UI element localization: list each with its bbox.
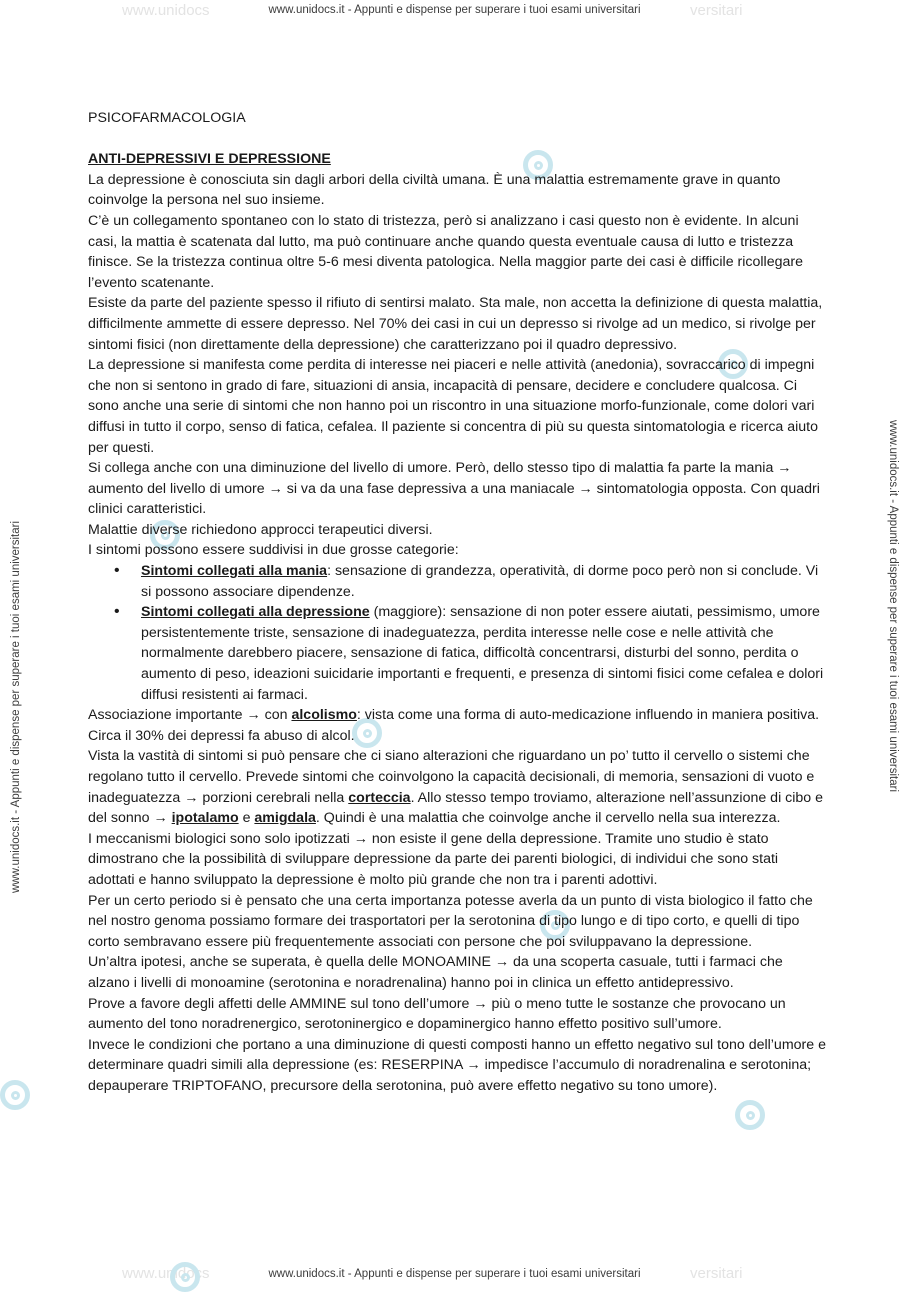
text-run: . Allo stesso tempo troviamo, alterazione nell’assunzione di cibo e del sonno → xyxy=(88,789,824,827)
paragraph: La depressione è conosciuta sin dagli arbori della civiltà umana. È una malattia estremamente grave in quanto coinvolge la persona nel suo insieme. xyxy=(88,171,781,209)
watermark-ghost-left-bottom: www.unidocs xyxy=(122,1265,210,1282)
paragraph: Esiste da parte del paziente spesso il rifiuto di sentirsi malato. Sta male, non accetta la definizione di questa malattia, difficilmente ammette di essere depresso. Nel 70% dei casi in cui un depresso si rivolge ad un medico, si rivolge per sintomi fisici (non direttamente della depressione) che caratterizzano poi il quadro depressivo. xyxy=(88,295,823,353)
document-body xyxy=(88,108,828,1097)
list-item-label: Sintomi collegati alla mania xyxy=(141,563,328,580)
paragraph xyxy=(88,746,828,828)
paragraph: C’è un collegamento spontaneo con lo stato di tristezza, però si analizzano i casi questo non è evidente. In alcuni casi, la mattia è scatenata dal lutto, ma può continuare anche quando questa eventuale causa di lutto e tristezza finisce. Se la tristezza continua oltre 5-6 mesi diventa patologica. Nella maggior parte dei casi è difficile ricollegare l’evento scatenante. xyxy=(88,212,803,291)
list-item xyxy=(141,602,828,705)
paragraph: I sintomi possono essere suddivisi in due grosse categorie: xyxy=(88,542,459,559)
unidocs-logo-icon xyxy=(735,1100,765,1130)
paragraph: Un’altra ipotesi, anche se superata, è quella delle MONOAMINE → da una scoperta casuale, tutti i farmaci che alzano i livelli di monoamine (serotonina e noradrenalina) hanno poi in clinica un effetto antidepressivo. xyxy=(88,954,783,991)
text-run: Associazione importante → con xyxy=(88,707,292,724)
footer-watermark: www.unidocs.it - Appunti e dispense per superare i tuoi esami universitari xyxy=(268,1268,641,1280)
highlight-term: ipotalamo xyxy=(171,810,239,827)
unidocs-logo-icon xyxy=(170,1262,200,1292)
highlight-term: alcolismo xyxy=(291,707,357,724)
symptom-list xyxy=(88,561,828,705)
paragraph: Prove a favore degli affetti delle AMMINE sul tono dell’umore → più o meno tutte le sostanze che provocano un aumento del tono noradrenergico, serotoninergico e dopaminergico hanno effetto positivo sull’umore. xyxy=(88,995,786,1033)
highlight-term: amigdala xyxy=(254,810,316,827)
paragraph: Invece le condizioni che portano a una diminuzione di questi composti hanno un effetto negativo sul tono dell’umore e determinare quadri simili alla depressione (es: RESERPINA → impedisce l’accumulo di noradrenalina e serotonina; depauperare TRIPTOFANO, precursore della serotonina, può avere effetto negativo su tono umore). xyxy=(88,1036,826,1094)
document-title: PSICOFARMACOLOGIA xyxy=(88,110,246,126)
watermark-ghost-right: versitari xyxy=(690,2,743,19)
section-heading: ANTI-DEPRESSIVI E DEPRESSIONE xyxy=(88,151,331,168)
paragraph: Si collega anche con una diminuzione del livello di umore. Però, dello stesso tipo di malattia fa parte la mania → aumento del livello di umore → si va da una fase depressiva a una maniacale → sintomatologia opposta. Con quadri clinici caratteristici. xyxy=(88,460,820,518)
text-run: : vista come una forma di auto-medicazione influendo in maniera positiva. Circa il 30% dei depressi fa abuso di alcol. xyxy=(88,707,820,744)
text-run: Vista la vastità di sintomi si può pensare che ci siano alterazioni che riguardano un po’ tutto il cervello o sistemi che regolano tutto il cervello. Prevede sintomi che coinvolgono la capacità decisionali, di memoria, sensazioni di vuoto e inadeguatezza → porzioni cerebrali nella xyxy=(88,748,815,806)
text-run: e xyxy=(238,810,255,827)
side-watermark-left: www.unidocs.it - Appunti e dispense per superare i tuoi esami universitari xyxy=(10,520,22,893)
paragraph: Per un certo periodo si è pensato che una certa importanza potesse averla da un punto di vista biologico il fatto che nel nostro genoma possiamo formare dei trasportatori per la serotonina di tipo lungo e di tipo corto, e quelli di tipo corto sembravano essere più frequentemente associati con persone che poi sviluppavano la depressione. xyxy=(88,892,813,950)
list-item-text: (maggiore): sensazione di non poter essere aiutati, pessimismo, umore persistentemente triste, sensazione di inadeguatezza, perdita interesse nelle cose e nelle attività che normalmente darebbero piacere, sensazione di fatica, difficoltà concentrarsi, disturbi del sonno, perdita o aumento di peso, ideazioni suicidarie importanti e frequenti, e presenza di sintomi fisici come cefalea e dolori diffusi resistenti ai farmaci. xyxy=(141,604,824,703)
highlight-term: corteccia xyxy=(348,789,411,806)
side-watermark-right: www.unidocs.it - Appunti e dispense per superare i tuoi esami universitari xyxy=(887,420,899,793)
paragraph: Malattie diverse richiedono approcci terapeutici diversi. xyxy=(88,521,433,538)
list-item-label: Sintomi collegati alla depressione xyxy=(141,604,370,621)
text-run: . Quindi è una malattia che coinvolge anche il cervello nella sua interezza. xyxy=(315,810,781,827)
list-item-text: : sensazione di grandezza, operatività, di dorme poco però non si conclude. Vi si possono associare dipendenze. xyxy=(141,563,819,600)
header-watermark: www.unidocs.it - Appunti e dispense per superare i tuoi esami universitari xyxy=(268,4,641,16)
watermark-ghost-right-bottom: versitari xyxy=(690,1265,743,1282)
paragraph: I meccanismi biologici sono solo ipotizzati → non esiste il gene della depressione. Tramite uno studio è stato dimostrano che la possibilità di sviluppare depressione da parte dei parenti biologici, di individui che sono stati adottati e hanno sviluppato la depressione è molto più grande che non tra i parenti adottivi. xyxy=(88,830,779,888)
list-item xyxy=(141,561,828,602)
paragraph: La depressione si manifesta come perdita di interesse nei piaceri e nelle attività (anedonia), sovraccarico di impegni che non si sentono in grado di fare, situazioni di ansia, incapacità di pensare, decidere e concludere qualcosa. Ci sono anche una serie di sintomi che non hanno poi un riscontro in una situazione morfo-funzionale, come dolori vari diffusi in tutto il corpo, senso di fatica, cefalea. Il paziente si concentra di più su questa sintomatologia e ricerca aiuto per questi. xyxy=(88,357,819,456)
watermark-ghost-left: www.unidocs xyxy=(122,2,210,19)
paragraph xyxy=(88,705,828,746)
unidocs-logo-icon xyxy=(0,1080,30,1110)
